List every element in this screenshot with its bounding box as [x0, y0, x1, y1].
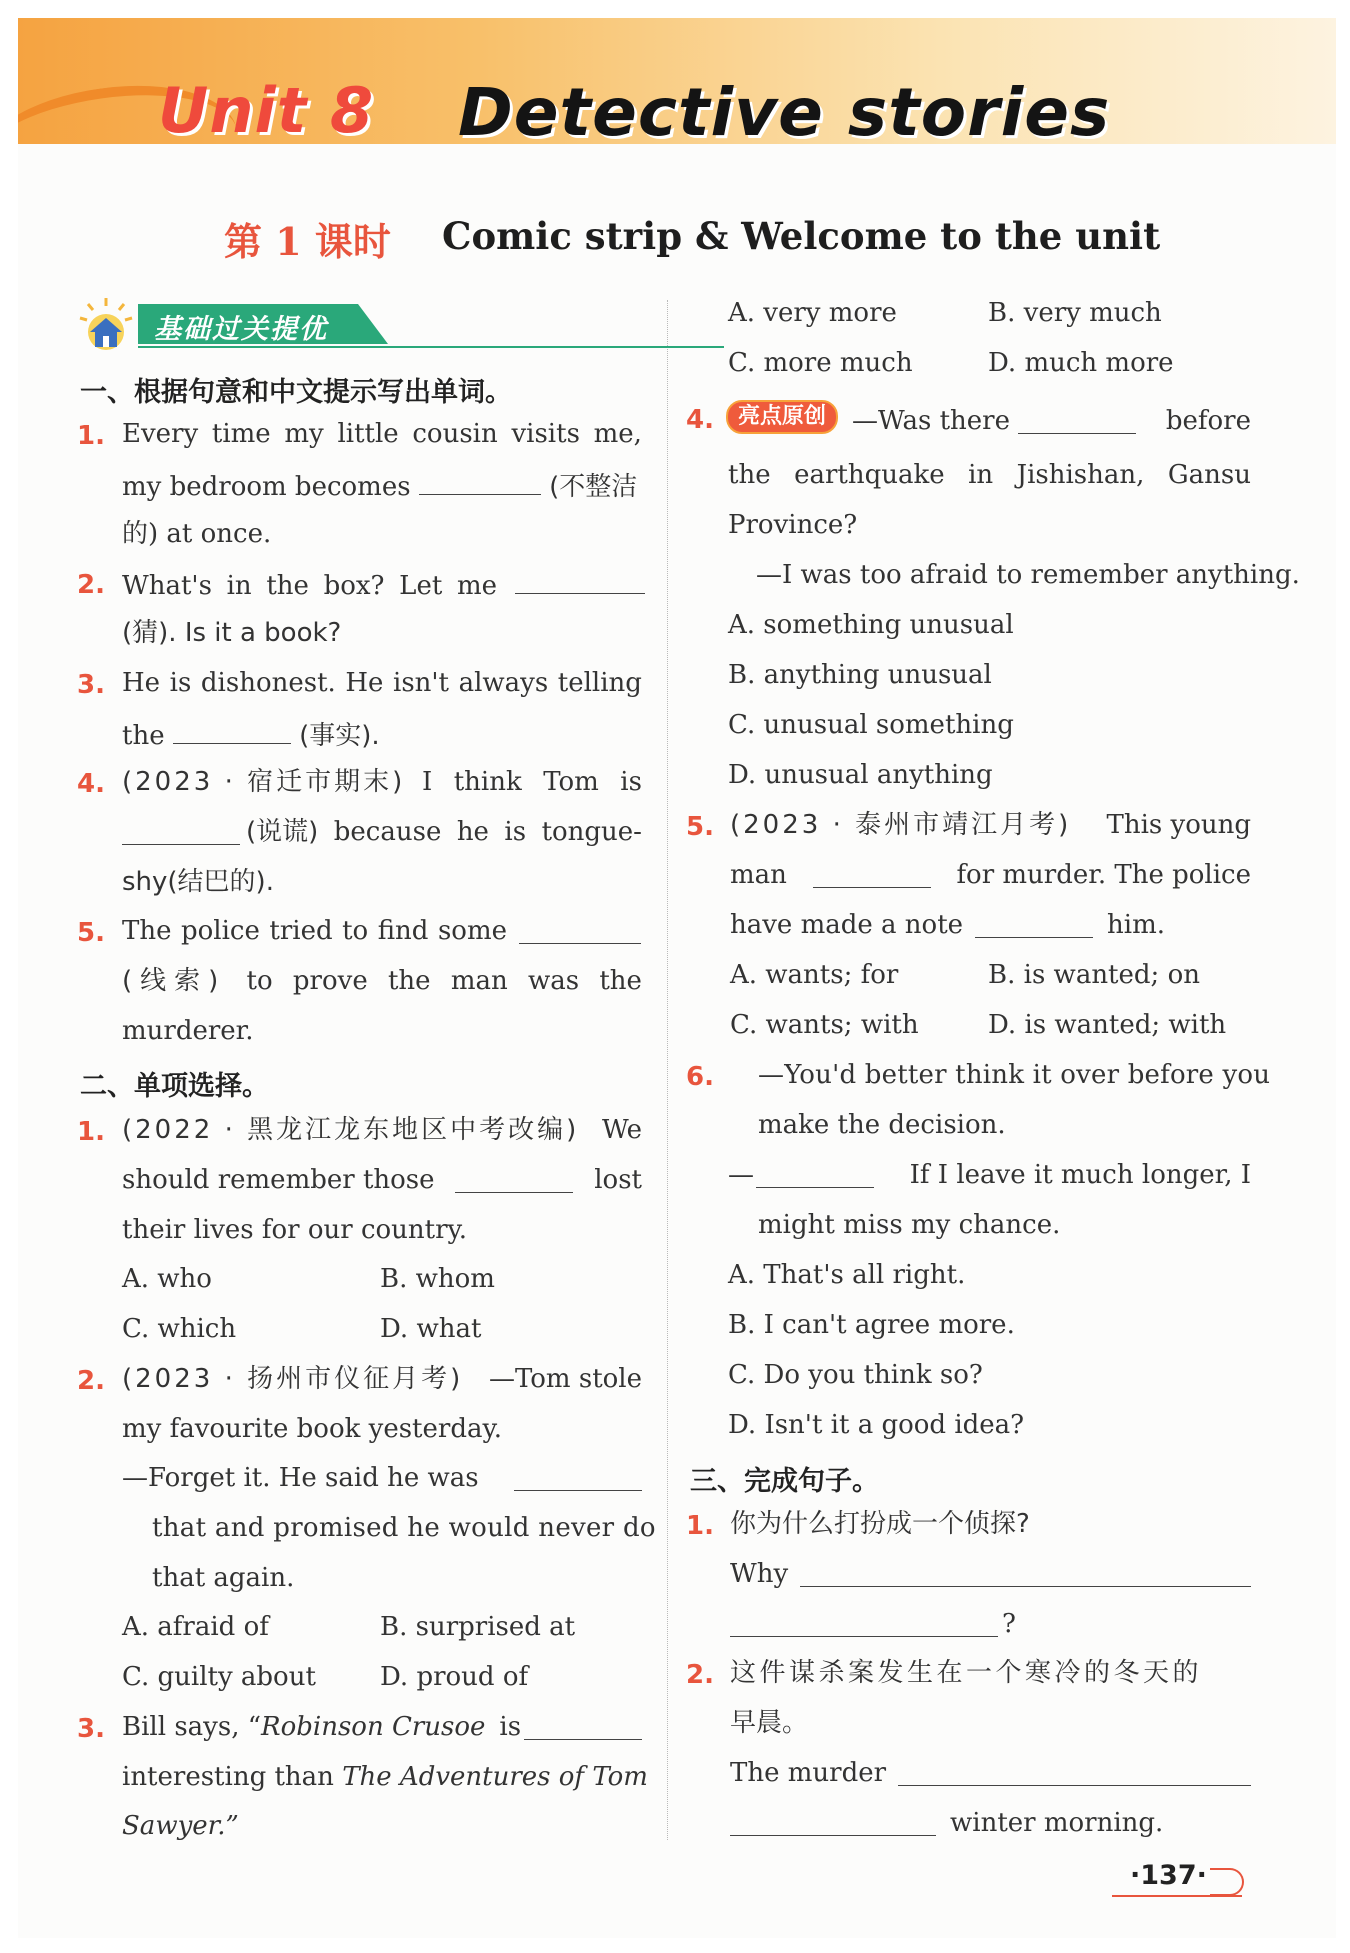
part2-heading: 二、单项选择。: [80, 1071, 269, 1102]
part1-heading: 一、根据句意和中文提示写出单词。: [80, 377, 512, 408]
answer-blank[interactable]: [898, 1762, 1251, 1786]
word: police: [180, 916, 260, 946]
answer-blank[interactable]: [524, 1716, 642, 1740]
question-text: the: [122, 721, 165, 751]
chinese-hint: (不整洁: [549, 472, 638, 502]
option-a[interactable]: A. very more: [728, 298, 897, 328]
question-text: Why: [730, 1559, 789, 1589]
word: some: [437, 916, 507, 946]
word: visits: [511, 419, 580, 449]
question-number: 4.: [686, 405, 714, 435]
word: the: [266, 571, 309, 601]
option-d[interactable]: D. Isn't it a good idea?: [728, 1410, 1025, 1440]
chinese-sentence: 你为什么打扮成一个侦探?: [730, 1509, 1030, 1539]
option-c[interactable]: C. wants; with: [730, 1010, 919, 1040]
question-line: [122, 1764, 648, 1790]
question-line: [122, 471, 637, 500]
question-line: murderer.: [122, 1016, 254, 1046]
question-line: that again.: [152, 1563, 295, 1593]
word: isn't: [393, 668, 449, 698]
answer-blank[interactable]: [419, 471, 541, 495]
word: is: [620, 767, 642, 797]
question-line: my favourite book yesterday.: [122, 1414, 502, 1444]
question-line: [730, 1611, 1016, 1637]
question-line: [730, 862, 1251, 888]
question-text: If I leave it much longer, I: [909, 1160, 1251, 1190]
chinese-hint: (事实).: [299, 721, 380, 751]
word: prove: [292, 966, 368, 996]
word: the: [728, 460, 771, 490]
question-line: [122, 670, 642, 696]
question-line: [728, 1162, 1251, 1188]
question-number: 3.: [77, 1714, 105, 1744]
word: to: [342, 916, 369, 946]
question-line: their lives for our country.: [122, 1215, 468, 1245]
question-line: [122, 1167, 642, 1193]
answer-blank[interactable]: [730, 1613, 998, 1637]
option-c[interactable]: C. more much: [728, 348, 913, 378]
word: is: [169, 668, 192, 698]
word: was: [527, 966, 580, 996]
option-b[interactable]: B. I can't agree more.: [728, 1310, 1015, 1340]
question-line: [122, 720, 380, 749]
word: the: [387, 966, 431, 996]
question-text: interesting than: [122, 1762, 334, 1792]
option-a[interactable]: A. something unusual: [728, 610, 1014, 640]
question-line: —You'd better think it over before you: [758, 1060, 1271, 1090]
option-c[interactable]: C. unusual something: [728, 710, 1014, 740]
question-line: [728, 462, 1251, 488]
option-a[interactable]: A. afraid of: [122, 1612, 269, 1642]
question-line: 的) at once.: [122, 519, 272, 549]
lesson-number: 第 1 课时: [224, 219, 391, 264]
option-d[interactable]: D. proud of: [380, 1662, 529, 1692]
answer-blank[interactable]: [730, 1812, 936, 1836]
answer-blank[interactable]: [514, 1467, 642, 1491]
word: tried: [269, 916, 333, 946]
question-text: Bill says, “: [122, 1712, 262, 1742]
word: Jishishan,: [1016, 460, 1145, 490]
answer-blank[interactable]: [1018, 410, 1136, 434]
word: find: [377, 916, 429, 946]
book-title: Sawyer.”: [122, 1811, 239, 1841]
question-text: —: [728, 1160, 754, 1190]
question-text: should remember those: [122, 1165, 435, 1195]
question-line: [730, 1760, 1251, 1786]
question-text: my bedroom becomes: [122, 472, 411, 502]
question-line: that and promised he would never do: [152, 1513, 656, 1543]
book-title: The Adventures of Tom: [342, 1762, 648, 1792]
answer-blank[interactable]: [173, 720, 291, 744]
question-text: —Was there: [852, 406, 1010, 436]
word: to: [246, 966, 273, 996]
word: my: [284, 419, 324, 449]
question-line: (猜). Is it a book?: [122, 618, 342, 648]
question-number: 1.: [77, 421, 105, 451]
word: Let: [399, 571, 443, 601]
question-line: [730, 1561, 1251, 1587]
word: he: [456, 817, 489, 847]
question-text: is: [499, 1712, 522, 1742]
chinese-sentence: 早晨。: [730, 1708, 809, 1738]
question-source: (2022 · 黑龙江龙东地区中考改编): [122, 1115, 580, 1145]
question-source: (2023 · 扬州市仪征月考): [122, 1364, 464, 1394]
answer-blank[interactable]: [515, 570, 645, 594]
question-number: 2.: [686, 1660, 714, 1690]
house-icon: [76, 294, 136, 354]
word: Tom: [543, 767, 599, 797]
question-text: —Forget it. He said he was: [122, 1463, 479, 1493]
option-d[interactable]: D. much more: [988, 348, 1174, 378]
question-text: ?: [1002, 1609, 1016, 1639]
answer-blank[interactable]: [800, 1563, 1251, 1587]
word: because: [333, 817, 442, 847]
answer-blank[interactable]: [122, 821, 240, 845]
word: me: [456, 571, 497, 601]
word: Gansu: [1167, 460, 1251, 490]
question-line: [726, 400, 1251, 434]
question-line: [730, 912, 1165, 938]
word: The: [122, 916, 172, 946]
section-badge: [76, 294, 416, 350]
question-number: 3.: [77, 670, 105, 700]
lesson-title: Comic strip & Welcome to the unit: [442, 214, 1161, 258]
unit-label: Unit 8: [158, 74, 375, 147]
option-a[interactable]: A. who: [122, 1264, 212, 1294]
question-line: might miss my chance.: [758, 1210, 1061, 1240]
question-line: [122, 1714, 642, 1740]
option-c[interactable]: C. Do you think so?: [728, 1360, 983, 1390]
unit-title: Detective stories: [458, 74, 1111, 151]
word: dishonest.: [200, 668, 336, 698]
word: me,: [593, 419, 642, 449]
question-line: [122, 819, 642, 845]
question-line: [122, 1465, 642, 1491]
question-number: 5.: [77, 918, 105, 948]
question-text: before: [1165, 406, 1251, 436]
chinese-hint: (说谎): [246, 817, 319, 847]
page-number: ·137·: [1130, 1860, 1207, 1891]
question-number: 5.: [686, 812, 714, 842]
word: What's: [122, 571, 212, 601]
word: He: [122, 668, 161, 698]
word: little: [337, 419, 399, 449]
chinese-sentence: 这件谋杀案发生在一个寒冷的冬天的: [730, 1658, 1203, 1688]
question-line: [122, 968, 642, 994]
answer-blank[interactable]: [756, 1164, 874, 1188]
section-badge-label: 基础过关提优: [154, 314, 328, 345]
option-b[interactable]: B. anything unusual: [728, 660, 992, 690]
question-text: lost: [594, 1165, 642, 1195]
question-line: —I was too afraid to remember anything.: [756, 560, 1300, 590]
question-line: [122, 1366, 642, 1392]
question-number: 4.: [77, 769, 105, 799]
word: always: [458, 668, 549, 698]
question-text: This young: [1106, 810, 1251, 840]
option-a[interactable]: A. That's all right.: [728, 1260, 966, 1290]
word: cousin: [412, 419, 498, 449]
word: I: [422, 767, 433, 797]
question-line: [122, 918, 642, 944]
word: think: [453, 767, 522, 797]
question-line: [730, 1810, 1163, 1836]
question-line: [122, 769, 642, 795]
book-title: Robinson Crusoe: [261, 1712, 486, 1742]
word: in: [226, 571, 252, 601]
question-text: —Tom stole: [488, 1364, 642, 1394]
option-c[interactable]: C. which: [122, 1314, 237, 1344]
column-divider: [667, 300, 668, 1840]
section-underline: [138, 346, 724, 348]
question-text: man: [730, 860, 787, 890]
answer-blank[interactable]: [455, 1169, 573, 1193]
question-line: [730, 812, 1251, 838]
option-d[interactable]: D. unusual anything: [728, 760, 993, 790]
question-number: 1.: [686, 1511, 714, 1541]
question-line: Province?: [728, 510, 858, 540]
chinese-hint: (线索): [122, 966, 227, 996]
word: the: [599, 966, 642, 996]
question-number: 1.: [77, 1117, 105, 1147]
option-b[interactable]: B. very much: [988, 298, 1162, 328]
word: He: [345, 668, 384, 698]
part3-heading: 三、完成句子。: [690, 1466, 879, 1497]
question-line: [122, 570, 642, 599]
question-line: shy(结巴的).: [122, 867, 274, 897]
highlight-original-tag: 亮点原创: [726, 400, 838, 434]
option-b[interactable]: B. is wanted; on: [988, 960, 1200, 990]
question-source: (2023 · 泰州市靖江月考): [730, 810, 1072, 840]
question-source: (2023 · 宿迁市期末): [122, 767, 406, 797]
question-line: [122, 421, 642, 447]
page-number-arrow-icon: [1210, 1868, 1244, 1896]
word: Every: [122, 419, 199, 449]
question-text: winter morning.: [950, 1808, 1164, 1838]
question-text: have made a note: [730, 910, 964, 940]
question-text: him.: [1107, 910, 1166, 940]
option-b[interactable]: B. surprised at: [380, 1612, 576, 1642]
question-number: 2.: [77, 1366, 105, 1396]
option-a[interactable]: A. wants; for: [730, 960, 899, 990]
word: is: [504, 817, 527, 847]
option-d[interactable]: D. what: [380, 1314, 482, 1344]
word: time: [211, 419, 271, 449]
word: man: [450, 966, 508, 996]
option-d[interactable]: D. is wanted; with: [988, 1010, 1227, 1040]
word: box?: [323, 571, 385, 601]
answer-blank[interactable]: [975, 914, 1093, 938]
word: earthquake: [794, 460, 945, 490]
question-line: make the decision.: [758, 1110, 1006, 1140]
answer-blank[interactable]: [813, 864, 931, 888]
word: tongue-: [541, 817, 642, 847]
question-line: [122, 1117, 642, 1143]
option-c[interactable]: C. guilty about: [122, 1662, 316, 1692]
answer-blank[interactable]: [519, 920, 641, 944]
question-text: We: [602, 1115, 642, 1145]
word: in: [968, 460, 994, 490]
question-number: 6.: [686, 1062, 714, 1092]
question-text: for murder. The police: [956, 860, 1251, 890]
option-b[interactable]: B. whom: [380, 1264, 495, 1294]
word: telling: [557, 668, 642, 698]
question-number: 2.: [77, 570, 105, 600]
question-text: The murder: [730, 1758, 887, 1788]
